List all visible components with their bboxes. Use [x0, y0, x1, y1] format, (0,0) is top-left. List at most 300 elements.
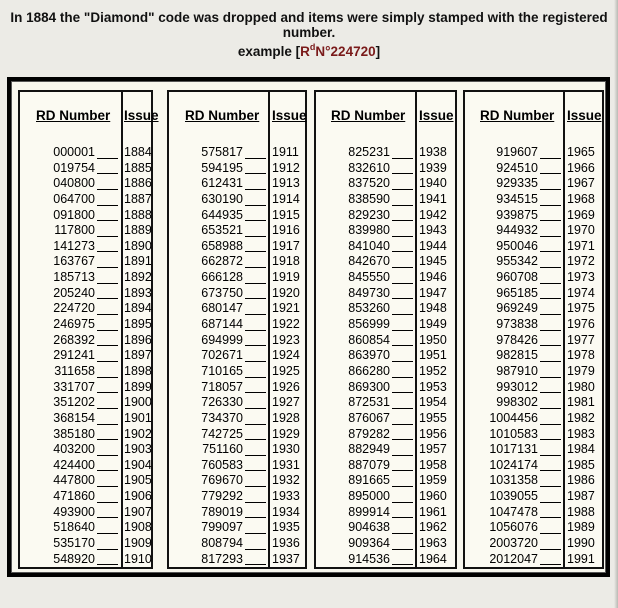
rd-number: 899914 [348, 504, 390, 519]
underline-blank [245, 424, 266, 425]
rd-rows [169, 145, 305, 567]
table-row [169, 254, 305, 270]
underline-blank [540, 158, 561, 159]
issue-year: 1904 [124, 457, 152, 472]
rd-number: 1031358 [489, 473, 538, 488]
table-row [465, 333, 602, 349]
table-row [316, 552, 455, 568]
table-row [316, 176, 455, 192]
underline-blank [392, 251, 413, 252]
issue-year: 1902 [124, 426, 152, 441]
rd-number: 934515 [496, 191, 538, 206]
rd-number: 751160 [202, 442, 243, 457]
issue-year: 1940 [419, 176, 447, 191]
example-close: ] [375, 43, 381, 59]
issue-year: 1969 [567, 207, 595, 222]
table-row [20, 442, 151, 458]
issue-year: 1947 [419, 285, 447, 300]
rd-table-frame [7, 77, 610, 577]
rd-number: 666128 [201, 270, 243, 285]
underline-blank [392, 330, 413, 331]
rd-number: 019754 [53, 160, 95, 175]
underline-blank [392, 267, 413, 268]
rd-number: 863970 [348, 348, 390, 363]
rd-number: 673750 [201, 285, 243, 300]
table-row [316, 395, 455, 411]
issue-year: 1887 [124, 191, 152, 206]
issue-year: 1961 [419, 504, 447, 519]
issue-year: 1918 [272, 254, 300, 269]
table-row [316, 254, 455, 270]
underline-blank [540, 330, 561, 331]
underline-blank [97, 392, 118, 393]
issue-year: 1927 [272, 395, 300, 410]
rd-rows [465, 145, 602, 567]
table-row [20, 161, 151, 177]
underline-blank [97, 173, 118, 174]
underline-blank [540, 377, 561, 378]
underline-blank [540, 189, 561, 190]
rd-number: 924510 [496, 160, 538, 175]
rd-number: 1056076 [489, 520, 538, 535]
table-row [20, 239, 151, 255]
issue-year: 1975 [567, 301, 595, 316]
underline-blank [540, 314, 561, 315]
table-row [169, 161, 305, 177]
rd-number: 291241 [53, 348, 95, 363]
table-row [20, 317, 151, 333]
underline-blank [97, 564, 118, 565]
rd-number: 2003720 [489, 536, 538, 551]
underline-blank [97, 330, 118, 331]
table-row [465, 348, 602, 364]
rd-number: 403200 [53, 442, 95, 457]
table-row [316, 427, 455, 443]
underline-blank [392, 470, 413, 471]
rd-number: 832610 [348, 160, 390, 175]
issue-year: 1936 [272, 536, 300, 551]
rd-number: 969249 [496, 301, 538, 316]
rd-number: 982815 [496, 348, 538, 363]
underline-blank [97, 236, 118, 237]
rd-number: 872531 [348, 395, 390, 410]
table-row [316, 161, 455, 177]
table-row [316, 505, 455, 521]
example-registered-number [300, 44, 375, 59]
rd-number: 929335 [496, 176, 538, 191]
rd-number: 205240 [53, 285, 95, 300]
rd-number: 311658 [54, 363, 95, 378]
underline-blank [245, 283, 266, 284]
rd-number: 891665 [348, 473, 390, 488]
underline-blank [392, 377, 413, 378]
rd-number: 575817 [201, 145, 243, 159]
rd-number: 1004456 [489, 410, 538, 425]
underline-blank [392, 424, 413, 425]
table-row [20, 301, 151, 317]
underline-blank [540, 424, 561, 425]
issue-header: Issue [567, 108, 602, 123]
underline-blank [392, 205, 413, 206]
issue-header: Issue [124, 108, 159, 123]
table-row [465, 473, 602, 489]
issue-year: 1953 [419, 379, 447, 394]
underline-blank [540, 251, 561, 252]
table-row [316, 317, 455, 333]
rd-column-group-1 [18, 90, 159, 569]
table-row [465, 411, 602, 427]
underline-blank [245, 267, 266, 268]
rd-number: 978426 [496, 332, 538, 347]
issue-year: 1950 [419, 332, 447, 347]
rd-number: 710165 [201, 363, 243, 378]
underline-blank [540, 283, 561, 284]
table-row [20, 286, 151, 302]
table-row [465, 286, 602, 302]
rd-number: 535170 [53, 536, 95, 551]
issue-year: 1892 [124, 270, 152, 285]
example-number: N°224720 [315, 43, 376, 59]
rd-rows [20, 145, 151, 567]
rd-number: 548920 [53, 551, 95, 566]
underline-blank [97, 377, 118, 378]
rd-number: 829230 [348, 207, 390, 222]
underline-blank [245, 314, 266, 315]
window-edge-shadow [614, 0, 618, 608]
rd-number: 914536 [348, 551, 390, 566]
issue-year: 1929 [272, 426, 300, 441]
table-row [316, 192, 455, 208]
underline-blank [392, 314, 413, 315]
table-row [169, 458, 305, 474]
table-row [465, 427, 602, 443]
issue-year: 1941 [419, 191, 447, 206]
table-row [20, 505, 151, 521]
underline-blank [392, 439, 413, 440]
issue-year: 1985 [567, 457, 595, 472]
rd-number: 185713 [53, 270, 95, 285]
issue-year: 1920 [272, 285, 300, 300]
rd-number: 630190 [201, 191, 243, 206]
rd-number: 879282 [348, 426, 390, 441]
issue-year: 1989 [567, 520, 595, 535]
rd-number: 742725 [201, 426, 243, 441]
table-row [465, 552, 602, 568]
issue-year: 1923 [272, 332, 300, 347]
table-row [465, 458, 602, 474]
rd-number: 838590 [348, 191, 390, 206]
underline-blank [540, 517, 561, 518]
rd-number: 1047478 [489, 504, 538, 519]
issue-year: 1933 [272, 489, 300, 504]
table-row [20, 145, 151, 161]
table-row [465, 176, 602, 192]
table-row [169, 442, 305, 458]
underline-blank [392, 283, 413, 284]
rd-number: 471860 [53, 489, 95, 504]
table-row [465, 192, 602, 208]
rd-number: 860854 [348, 332, 390, 347]
issue-year: 1951 [419, 348, 447, 363]
rd-number: 789019 [201, 504, 243, 519]
table-row [169, 411, 305, 427]
issue-year: 1945 [419, 254, 447, 269]
underline-blank [392, 486, 413, 487]
example-label: example [ [237, 43, 301, 59]
table-row [465, 317, 602, 333]
table-row [316, 520, 455, 536]
underline-blank [540, 549, 561, 550]
rd-number: 612431 [201, 176, 243, 191]
rd-number: 944932 [496, 223, 538, 238]
rd-number: 424400 [53, 457, 95, 472]
issue-year: 1934 [272, 504, 300, 519]
underline-blank [245, 564, 266, 565]
issue-year: 1986 [567, 473, 595, 488]
rd-number: 1010583 [489, 426, 538, 441]
issue-year: 1895 [124, 317, 152, 332]
table-row [169, 270, 305, 286]
rd-column-group-4 [463, 90, 604, 569]
rd-number: 842670 [348, 254, 390, 269]
table-row [316, 270, 455, 286]
issue-year: 1932 [272, 473, 300, 488]
issue-year: 1908 [124, 520, 152, 535]
issue-year: 1990 [567, 536, 595, 551]
issue-year: 1931 [272, 457, 300, 472]
issue-year: 1958 [419, 457, 447, 472]
underline-blank [540, 455, 561, 456]
rd-number: 904638 [348, 520, 390, 535]
rd-number: 845550 [348, 270, 390, 285]
issue-year: 1926 [272, 379, 300, 394]
table-row [316, 348, 455, 364]
underline-blank [540, 533, 561, 534]
issue-year: 1982 [567, 410, 595, 425]
rd-number: 987910 [496, 363, 538, 378]
issue-year: 1981 [567, 395, 595, 410]
table-row [20, 520, 151, 536]
rd-number: 662872 [201, 254, 243, 269]
table-row [20, 364, 151, 380]
issue-year: 1956 [419, 426, 447, 441]
underline-blank [540, 439, 561, 440]
issue-year: 1959 [419, 473, 447, 488]
rd-column-group-3 [314, 90, 457, 569]
rd-number: 163767 [53, 254, 95, 269]
rd-number: 909364 [348, 536, 390, 551]
table-row [169, 427, 305, 443]
issue-year: 1916 [272, 223, 300, 238]
table-row [169, 552, 305, 568]
underline-blank [245, 189, 266, 190]
underline-blank [97, 502, 118, 503]
table-row [169, 301, 305, 317]
issue-year: 1930 [272, 442, 300, 457]
table-row [316, 286, 455, 302]
issue-year: 1915 [272, 207, 300, 222]
rd-number: 856999 [348, 317, 390, 332]
table-row [20, 489, 151, 505]
underline-blank [97, 549, 118, 550]
table-row [465, 239, 602, 255]
issue-year: 1913 [272, 176, 300, 191]
table-row [169, 286, 305, 302]
rd-number: 518640 [53, 520, 95, 535]
underline-blank [392, 345, 413, 346]
table-row [465, 223, 602, 239]
issue-year: 1893 [124, 285, 152, 300]
underline-blank [540, 173, 561, 174]
table-row [20, 348, 151, 364]
issue-year: 1906 [124, 489, 152, 504]
rd-number: 117800 [54, 223, 95, 238]
rd-number: 895000 [348, 489, 390, 504]
rd-number: 351202 [53, 395, 95, 410]
issue-year: 1912 [272, 160, 300, 175]
table-row [465, 254, 602, 270]
issue-year: 1924 [272, 348, 300, 363]
underline-blank [245, 408, 266, 409]
issue-year: 1903 [124, 442, 152, 457]
issue-year: 1890 [124, 238, 152, 253]
rd-number: 841040 [348, 238, 390, 253]
underline-blank [97, 283, 118, 284]
table-row [316, 380, 455, 396]
rd-number: 769670 [201, 473, 243, 488]
underline-blank [540, 205, 561, 206]
rd-number: 939875 [496, 207, 538, 222]
issue-year: 1964 [419, 551, 447, 566]
page-heading [10, 10, 608, 59]
underline-blank [245, 220, 266, 221]
underline-blank [97, 408, 118, 409]
table-row [316, 411, 455, 427]
table-row [169, 364, 305, 380]
underline-blank [97, 439, 118, 440]
table-row [465, 161, 602, 177]
rd-number: 853260 [348, 301, 390, 316]
issue-year: 1905 [124, 473, 152, 488]
issue-year: 1891 [124, 254, 152, 269]
rd-number: 687144 [201, 317, 243, 332]
underline-blank [392, 189, 413, 190]
table-row [169, 223, 305, 239]
issue-year: 1884 [124, 145, 152, 159]
underline-blank [97, 345, 118, 346]
table-row [169, 208, 305, 224]
table-row [169, 536, 305, 552]
table-row [20, 427, 151, 443]
underline-blank [245, 236, 266, 237]
table-row [316, 536, 455, 552]
table-row [465, 208, 602, 224]
table-row [316, 301, 455, 317]
issue-year: 1971 [567, 238, 595, 253]
underline-blank [540, 220, 561, 221]
rd-number: 2012047 [489, 551, 538, 566]
issue-year: 1942 [419, 207, 447, 222]
issue-year: 1894 [124, 301, 152, 316]
underline-blank [540, 361, 561, 362]
issue-year: 1910 [124, 551, 152, 566]
underline-blank [97, 517, 118, 518]
underline-blank [245, 205, 266, 206]
rd-number: 246975 [53, 317, 95, 332]
underline-blank [392, 173, 413, 174]
issue-year: 1937 [272, 551, 300, 566]
rd-number: 760583 [201, 457, 243, 472]
underline-blank [97, 424, 118, 425]
table-row [169, 380, 305, 396]
table-row [169, 239, 305, 255]
issue-year: 1962 [419, 520, 447, 535]
issue-year: 1896 [124, 332, 152, 347]
issue-year: 1976 [567, 317, 595, 332]
underline-blank [392, 408, 413, 409]
issue-year: 1919 [272, 270, 300, 285]
underline-blank [392, 549, 413, 550]
rd-number-header: RD Number [36, 108, 111, 123]
underline-blank [392, 533, 413, 534]
issue-year: 1987 [567, 489, 595, 504]
issue-year: 1900 [124, 395, 152, 410]
rd-number: 779292 [201, 489, 243, 504]
underline-blank [97, 533, 118, 534]
underline-blank [245, 502, 266, 503]
underline-blank [245, 517, 266, 518]
issue-header: Issue [272, 108, 307, 123]
table-row [465, 270, 602, 286]
rd-number: 064700 [53, 191, 95, 206]
issue-year: 1925 [272, 363, 300, 378]
issue-year: 1991 [567, 551, 595, 566]
underline-blank [392, 455, 413, 456]
underline-blank [540, 298, 561, 299]
table-row [316, 458, 455, 474]
issue-year: 1948 [419, 301, 447, 316]
issue-year: 1889 [124, 223, 152, 238]
rd-number: 385180 [53, 426, 95, 441]
table-row [20, 254, 151, 270]
underline-blank [392, 220, 413, 221]
issue-year: 1988 [567, 504, 595, 519]
issue-year: 1983 [567, 426, 595, 441]
underline-blank [97, 158, 118, 159]
table-row [465, 145, 602, 161]
rd-number: 368154 [53, 410, 95, 425]
underline-blank [245, 377, 266, 378]
underline-blank [97, 470, 118, 471]
underline-blank [245, 549, 266, 550]
rd-number: 825231 [348, 145, 390, 159]
underline-blank [540, 486, 561, 487]
underline-blank [392, 502, 413, 503]
rd-number: 837520 [348, 176, 390, 191]
issue-year: 1922 [272, 317, 300, 332]
underline-blank [245, 345, 266, 346]
rd-number: 718057 [201, 379, 243, 394]
table-row [20, 395, 151, 411]
rd-number: 644935 [201, 207, 243, 222]
rd-number: 594195 [201, 160, 243, 175]
underline-blank [392, 236, 413, 237]
table-row [20, 411, 151, 427]
table-row [465, 489, 602, 505]
issue-year: 1907 [124, 504, 152, 519]
rd-table-inner [11, 81, 606, 573]
underline-blank [540, 267, 561, 268]
